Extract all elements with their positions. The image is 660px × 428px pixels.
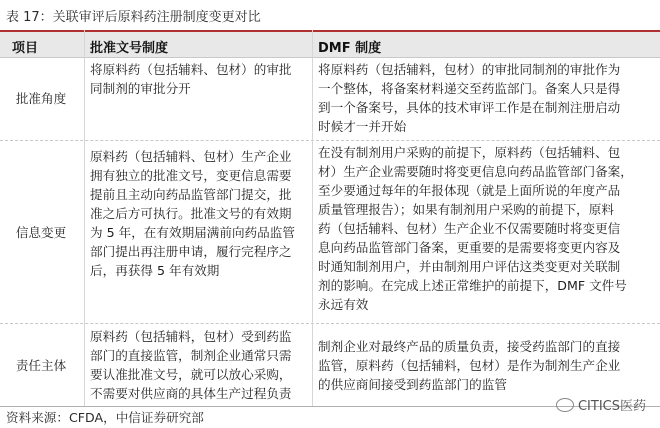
text-line: 药（包括辅料、包材）生产企业不仅需要随时将变更信 (318, 221, 621, 236)
dmf-cell (318, 60, 656, 136)
approval-cell (90, 147, 304, 280)
text-line: 时候才一并开始 (318, 119, 407, 134)
header-dmf-system: DMF 制度 (318, 41, 382, 56)
text-line: 原料药（包括辅料，包材）受到药监 (90, 329, 292, 344)
dmf-cell (318, 143, 656, 314)
text-line: 至少要通过每年的年报体现（就是上面所说的年度产品 (318, 183, 621, 198)
text-line: 监管，原料药（包括辅料，包材）是作为制剂生产企业 (318, 358, 621, 373)
text-line: 要认准批准文号，就可以放心采购， (90, 367, 292, 382)
text-line: 时通知制剂用户，并由制剂用户评估这类变更对关联制 (318, 259, 621, 274)
table-row (0, 141, 660, 324)
text-line: 永远有效 (318, 297, 369, 312)
row-item-label: 批准角度 (15, 90, 67, 106)
row-item-label: 信息变更 (15, 224, 67, 240)
approval-cell (90, 60, 304, 98)
text-line: 制剂企业对最终产品的质量负责，接受药监部门的直接 (318, 339, 621, 354)
column-divider (84, 30, 85, 406)
text-line: 不需要对供应商的具体生产过程负责 (90, 386, 292, 401)
wechat-icon (556, 398, 574, 412)
watermark-text: CITICS医药 (577, 399, 646, 414)
table-header-row (0, 30, 660, 58)
text-line: 部门的直接监管，制剂企业通常只需 (90, 348, 292, 363)
text-line: 拥有独立的批准文号，变更信息需要 (90, 168, 292, 183)
text-line: 为 5 年，在有效期届满前向药品监管 (90, 225, 295, 240)
text-line: 提前且主动向药品监管部门提交，批 (90, 187, 292, 202)
approval-cell (90, 327, 304, 403)
table-row (0, 56, 660, 141)
source-note: 资料来源：CFDA，中信证券研究部 (6, 410, 204, 425)
dmf-cell (318, 337, 656, 394)
text-line: 将原料药（包括辅料，包材）的审批同制剂的审批作为 (318, 62, 621, 77)
text-line: 质量管理报告）；如果有制剂用户采购的前提下，原料 (318, 202, 614, 217)
text-line: 原料药（包括辅料、包材）生产企业 (90, 149, 292, 164)
text-line: 到一个备案号，具体的技术审评工作是在制剂注册启动 (318, 100, 621, 115)
text-line: 材）生产企业需要随时将变更信息向药品监管部门备案， (318, 164, 633, 179)
watermark (556, 395, 646, 414)
text-line: 准之后方可执行。批准文号的有效期 (90, 206, 292, 221)
text-line: 部门提出再注册申请，履行完程序之 (90, 244, 292, 259)
column-divider (312, 30, 313, 406)
header-approval-system: 批准文号制度 (90, 41, 169, 56)
text-line: 一个整体，将备案材料递交至药监部门。备案人只是得 (318, 81, 621, 96)
text-line: 的供应商间接受到药监部门的监管 (318, 377, 507, 392)
text-line: 在没有制剂用户采购的前提下，原料药（包括辅料、包 (318, 145, 621, 160)
table-caption: 表 17：关联审评后原料药注册制度变更对比 (6, 10, 261, 25)
text-line: 剂的影响。在完成上述正常维护的前提下，DMF 文件号 (318, 278, 627, 293)
text-line: 同制剂的审批分开 (90, 81, 191, 96)
text-line: 息向药品监管部门备案，更重要的是需要将变更内容及 (318, 240, 621, 255)
header-item: 项目 (12, 41, 39, 56)
row-item-label: 责任主体 (15, 357, 67, 373)
text-line: 将原料药（包括辅料、包材）的审批 (90, 62, 292, 77)
text-line: 后，再获得 5 年有效期 (90, 263, 220, 278)
